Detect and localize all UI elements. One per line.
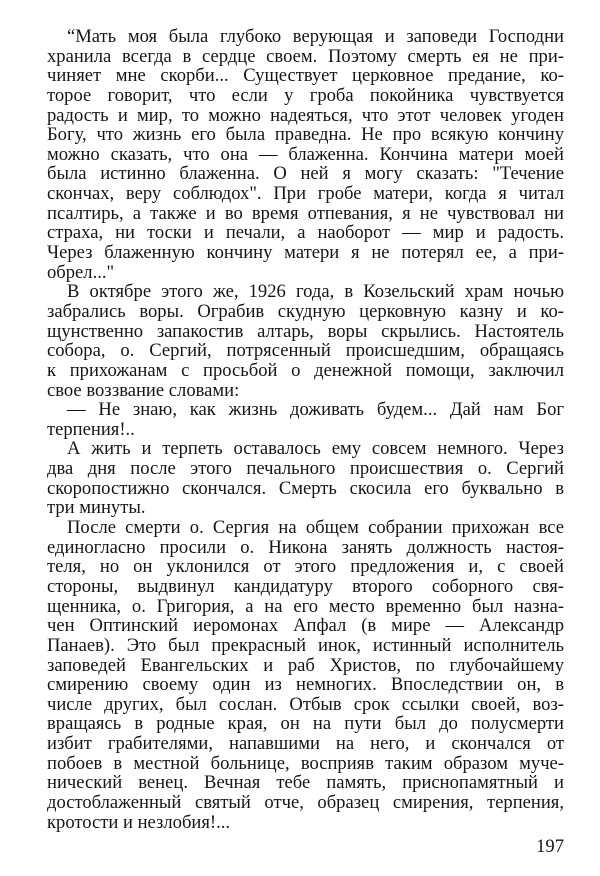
- text-line: избит грабителями, напавшими на него, и скончался от: [47, 733, 564, 755]
- paragraph: [47, 282, 564, 400]
- paragraph: [47, 400, 564, 439]
- text-line: теля, но он уклонился от этого предложения и, с своей: [47, 556, 564, 578]
- page-number: 197: [536, 836, 564, 857]
- text-line: Панаев). Это был прекрасный инок, истинный исполнитель: [47, 634, 564, 656]
- text-line: чен Оптинский иеромонах Апфал (в мире — Александр: [47, 615, 564, 637]
- text-line: вращаясь в родные края, он на пути был до полусмерти: [47, 713, 564, 735]
- text-line: После смерти о. Сергия на общем собрании прихожан все: [67, 517, 564, 539]
- text-line: достоблаженный святый отче, образец смирения, терпения,: [47, 791, 564, 813]
- paragraph: [47, 518, 564, 832]
- text-line: Через блаженную кончину матери я не потерял ее, а при-: [47, 242, 564, 264]
- text-line: свое воззвание словами:: [47, 379, 240, 401]
- text-line: чиняет мне скорби... Существует церковное предание, ко-: [47, 65, 564, 87]
- text-line: была истинно блаженна. О ней я могу сказать: "Течение: [47, 163, 564, 185]
- paragraph: [47, 439, 564, 518]
- text-line: щунственно запакостив алтарь, воры скрылись. Настоятель: [47, 320, 564, 342]
- text-line: забрались воры. Ограбив скудную церковную казну и ко-: [47, 300, 564, 322]
- text-line: Богу, что жизнь его была праведна. Не про всякую кончину: [47, 124, 564, 146]
- text-line: — Не знаю, как жизнь доживать будем... Дай нам Бог: [67, 399, 564, 421]
- text-line: страха, ни тоски и печали, а наоборот — мир и радость.: [47, 222, 564, 244]
- text-line: хранила всегда в сердце своем. Поэтому смерть ея не при-: [47, 45, 564, 67]
- text-line: В октябре этого же, 1926 года, в Козельский храм ночью: [67, 281, 564, 303]
- paragraph: [47, 27, 564, 282]
- text-line: обрел...": [47, 261, 115, 283]
- text-line: три минуты.: [47, 497, 146, 519]
- text-line: заповедей Евангельских и раб Христов, по глубочайшему: [47, 654, 564, 676]
- text-line: два дня после этого печального происшествия о. Сергий: [47, 458, 564, 480]
- text-line: единогласно просили о. Никона занять должность настоя-: [47, 536, 564, 558]
- text-line: числе других, был сослан. Отбыв срок ссылки своей, воз-: [47, 693, 564, 715]
- text-line: смирению своему один из немногих. Впоследствии он, в: [47, 674, 564, 696]
- text-line: можно сказать, что она — блаженна. Кончина матери моей: [47, 143, 564, 165]
- text-line: нический венец. Вечная тебе память, приснопамятный и: [47, 772, 564, 794]
- text-line: щенника, о. Григория, а на его место временно был назна-: [47, 595, 564, 617]
- text-line: собора, о. Сергий, потрясенный происшедшим, обращаясь: [47, 340, 564, 362]
- text-line: псалтирь, а также и во время отпевания, я не чувствовал ни: [47, 202, 564, 224]
- text-line: А жить и терпеть оставалось ему совсем немного. Через: [67, 438, 564, 460]
- text-line: кротости и незлобия!...: [47, 811, 231, 833]
- text-line: стороны, выдвинул кандидатуру второго соборного свя-: [47, 575, 564, 597]
- text-line: побоев в местной больнице, восприяв таким образом муче-: [47, 752, 564, 774]
- text-line: скоропостижно скончался. Смерть скосила его буквально в: [47, 477, 564, 499]
- text-line: радость и мир, то можно надеяться, что этот человек угоден: [47, 104, 564, 126]
- text-line: к прихожанам с просьбой о денежной помощи, заключил: [47, 359, 564, 381]
- text-line: терпения!..: [47, 418, 135, 440]
- body-text: [47, 27, 564, 832]
- text-line: торое говорит, что если у гроба покойника чувствуется: [47, 84, 564, 106]
- text-line: “Мать моя была глубоко верующая и заповеди Господни: [67, 26, 564, 47]
- text-line: скончах, веру соблюдох". При гробе матери, когда я читал: [47, 183, 564, 205]
